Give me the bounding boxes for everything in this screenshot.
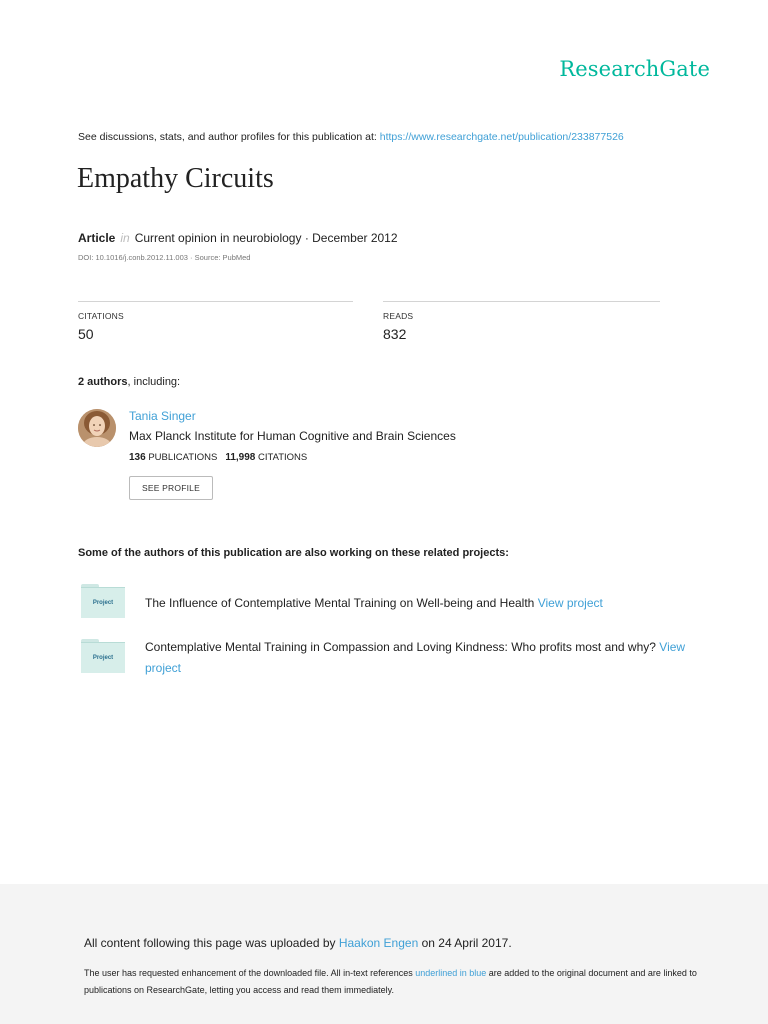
project-icon-label: Project bbox=[92, 600, 114, 606]
reads-label: READS bbox=[383, 311, 414, 321]
project-title: The Influence of Contemplative Mental Training on Well-being and Health bbox=[145, 596, 535, 610]
view-project-link[interactable]: View project bbox=[537, 596, 603, 610]
see-profile-button[interactable]: SEE PROFILE bbox=[129, 476, 213, 500]
citations-stat bbox=[78, 301, 353, 342]
authors-including: , including: bbox=[127, 376, 181, 388]
author-publications-label: PUBLICATIONS bbox=[148, 452, 218, 463]
upload-prefix: All content following this page was uploaded by bbox=[84, 936, 339, 950]
author-stats bbox=[129, 452, 307, 463]
view-project-link[interactable]: View project bbox=[145, 640, 686, 675]
uploader-link[interactable]: Haakon Engen bbox=[338, 936, 419, 950]
underlined-in-blue-text: underlined in blue bbox=[415, 968, 487, 978]
researchgate-logo[interactable]: ResearchGate bbox=[559, 57, 710, 81]
publication-type: Article bbox=[78, 231, 116, 245]
reads-stat bbox=[383, 301, 660, 342]
note-part2: are added to the original document and are linked to publications on ResearchGate, letting you access and read them immediately. bbox=[84, 968, 697, 995]
author-citations-label: CITATIONS bbox=[258, 452, 308, 463]
note-part1: The user has requested enhancement of the downloaded file. All in-text references bbox=[84, 968, 416, 978]
project-title: Contemplative Mental Training in Compassion and Loving Kindness: Who profits most and why? bbox=[145, 640, 656, 654]
citations-value: 50 bbox=[78, 326, 94, 342]
author-citations-count: 11,998 bbox=[225, 452, 256, 463]
publication-title: Empathy Circuits bbox=[77, 163, 274, 194]
in-word: in bbox=[120, 231, 130, 245]
journal-date: Current opinion in neurobiology · December 2012 bbox=[134, 231, 398, 245]
intro-line bbox=[78, 131, 624, 143]
doi-source: DOI: 10.1016/j.conb.2012.11.003 · Source: PubMed bbox=[78, 253, 251, 262]
reads-value: 832 bbox=[383, 326, 407, 342]
authors-count: 2 authors bbox=[78, 376, 128, 388]
intro-text: See discussions, stats, and author profiles for this publication at: bbox=[78, 131, 380, 143]
authors-heading bbox=[78, 376, 180, 388]
upload-suffix: on 24 April 2017. bbox=[418, 936, 512, 950]
author-avatar[interactable] bbox=[78, 409, 116, 447]
author-institution: Max Planck Institute for Human Cognitive and Brain Sciences bbox=[129, 429, 456, 443]
enhancement-note bbox=[84, 965, 704, 999]
publication-url-link[interactable]: https://www.researchgate.net/publication/233877526 bbox=[379, 131, 624, 143]
footer bbox=[0, 884, 768, 1024]
project-folder-icon[interactable] bbox=[81, 639, 125, 673]
upload-info bbox=[84, 936, 512, 950]
projects-heading: Some of the authors of this publication are also working on these related projects: bbox=[78, 547, 509, 559]
project-icon-label: Project bbox=[92, 655, 114, 661]
project-folder-icon[interactable] bbox=[81, 584, 125, 618]
project-item bbox=[145, 637, 705, 679]
avatar-photo-icon bbox=[78, 409, 116, 447]
author-name-link[interactable]: Tania Singer bbox=[129, 409, 196, 423]
project-item bbox=[145, 593, 705, 614]
publication-meta bbox=[78, 231, 398, 245]
citations-label: CITATIONS bbox=[78, 311, 124, 321]
author-publications-count: 136 bbox=[129, 452, 146, 463]
